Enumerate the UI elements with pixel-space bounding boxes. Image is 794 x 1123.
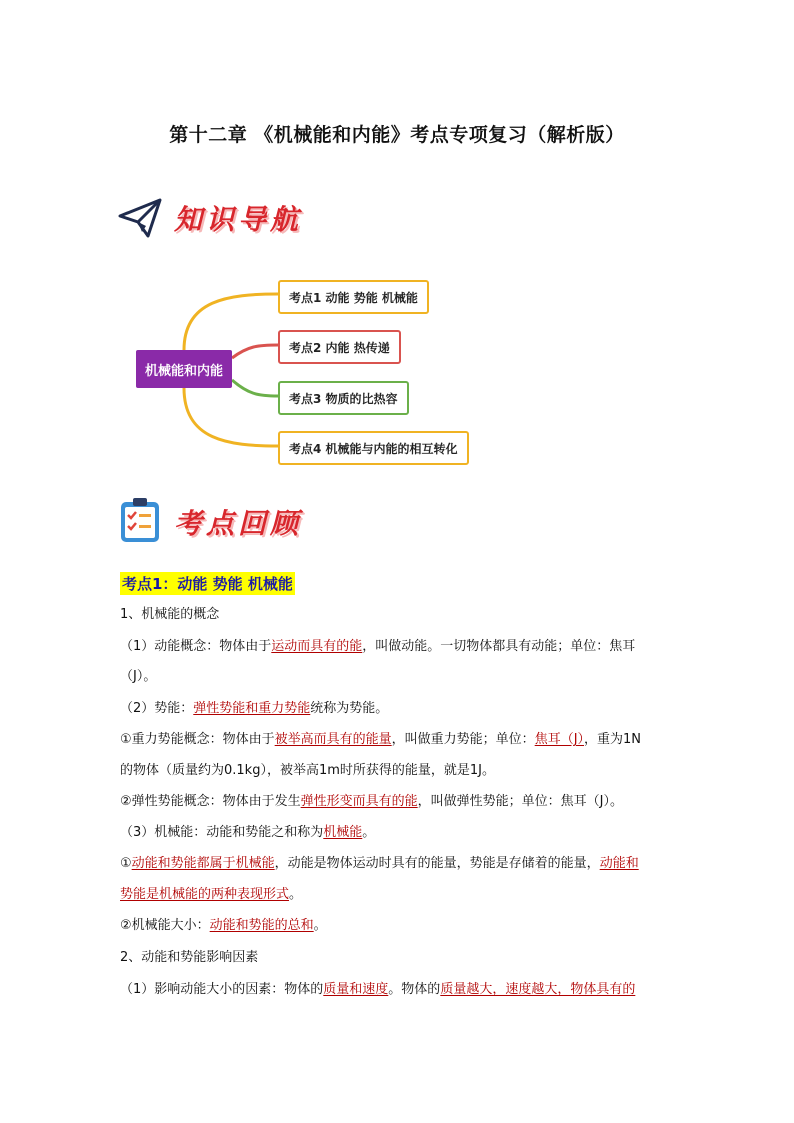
highlight: 机械能	[323, 825, 363, 840]
paragraph-3: （J）。	[120, 669, 157, 684]
paragraph-8	[120, 824, 375, 842]
review-banner	[118, 496, 318, 546]
paragraph-1: 1、机械能的概念	[120, 607, 220, 622]
text: 。	[362, 825, 376, 840]
highlight: 弹性势能和重力势能	[193, 701, 311, 716]
paragraph-9	[120, 855, 639, 873]
paragraph-12: 2、动能和势能影响因素	[120, 950, 259, 965]
highlight: 动能和势能的总和	[209, 918, 314, 933]
highlight: 质量和速度	[323, 982, 389, 997]
paragraph-6: 的物体（质量约为0.1kg），被举高1m时所获得的能量，就是1J。	[120, 763, 495, 778]
text: ①	[120, 856, 132, 871]
mindmap-branch-3: 考点3 物质的比热容	[278, 381, 409, 415]
paragraph-10	[120, 886, 302, 904]
mindmap	[118, 270, 508, 470]
text: ，动能是物体运动时具有的能量，势能是存储着的能量，	[274, 856, 600, 871]
paragraph-7	[120, 793, 623, 811]
highlight: 焦耳（J）	[534, 732, 585, 747]
text: （2）势能：	[120, 701, 194, 716]
knowledge-nav-banner	[118, 196, 318, 246]
highlight: 动能和	[599, 856, 639, 871]
highlight: 运动而具有的能	[271, 639, 363, 654]
highlight: 被举高而具有的能量	[274, 732, 392, 747]
paragraph-5	[120, 731, 641, 749]
text: 。	[313, 918, 327, 933]
clipboard-icon	[118, 496, 162, 544]
text: （1）影响动能大小的因素：物体的	[120, 982, 324, 997]
paper-plane-icon	[118, 198, 162, 238]
text: 统称为势能。	[310, 701, 389, 716]
review-title: 考点回顾	[174, 507, 303, 540]
text: ②机械能大小：	[120, 918, 210, 933]
document-title: 第十二章 《机械能和内能》考点专项复习（解析版）	[169, 124, 625, 146]
text: （1）动能概念：物体由于	[120, 639, 272, 654]
paragraph-4	[120, 700, 388, 718]
text: 。	[289, 887, 303, 902]
highlight: 弹性形变而具有的能	[300, 794, 418, 809]
text: ，叫做动能。一切物体都具有动能；单位：焦耳	[362, 639, 636, 654]
paragraph-11	[120, 917, 327, 935]
text: ，重为1N	[584, 732, 642, 747]
paragraph-2	[120, 638, 635, 656]
knowledge-nav-title: 知识导航	[174, 203, 303, 236]
highlight: 动能和势能都属于机械能	[131, 856, 275, 871]
text: ②弹性势能概念：物体由于发生	[120, 794, 301, 809]
text: ，叫做重力势能；单位：	[391, 732, 535, 747]
text: 。物体的	[388, 982, 441, 997]
text: ，叫做弹性势能；单位：焦耳（J）。	[417, 794, 624, 809]
paragraph-13	[120, 981, 635, 999]
highlight: 势能是机械能的两种表现形式	[120, 887, 290, 902]
text: ①重力势能概念：物体由于	[120, 732, 275, 747]
mindmap-root: 机械能和内能	[136, 350, 232, 388]
mindmap-branch-2: 考点2 内能 热传递	[278, 330, 401, 364]
mindmap-branch-1: 考点1 动能 势能 机械能	[278, 280, 429, 314]
section-heading: 考点1：动能 势能 机械能	[120, 572, 295, 595]
text: （3）机械能：动能和势能之和称为	[120, 825, 324, 840]
mindmap-branch-4: 考点4 机械能与内能的相互转化	[278, 431, 469, 465]
highlight: 质量越大，速度越大，物体具有的	[440, 982, 636, 997]
